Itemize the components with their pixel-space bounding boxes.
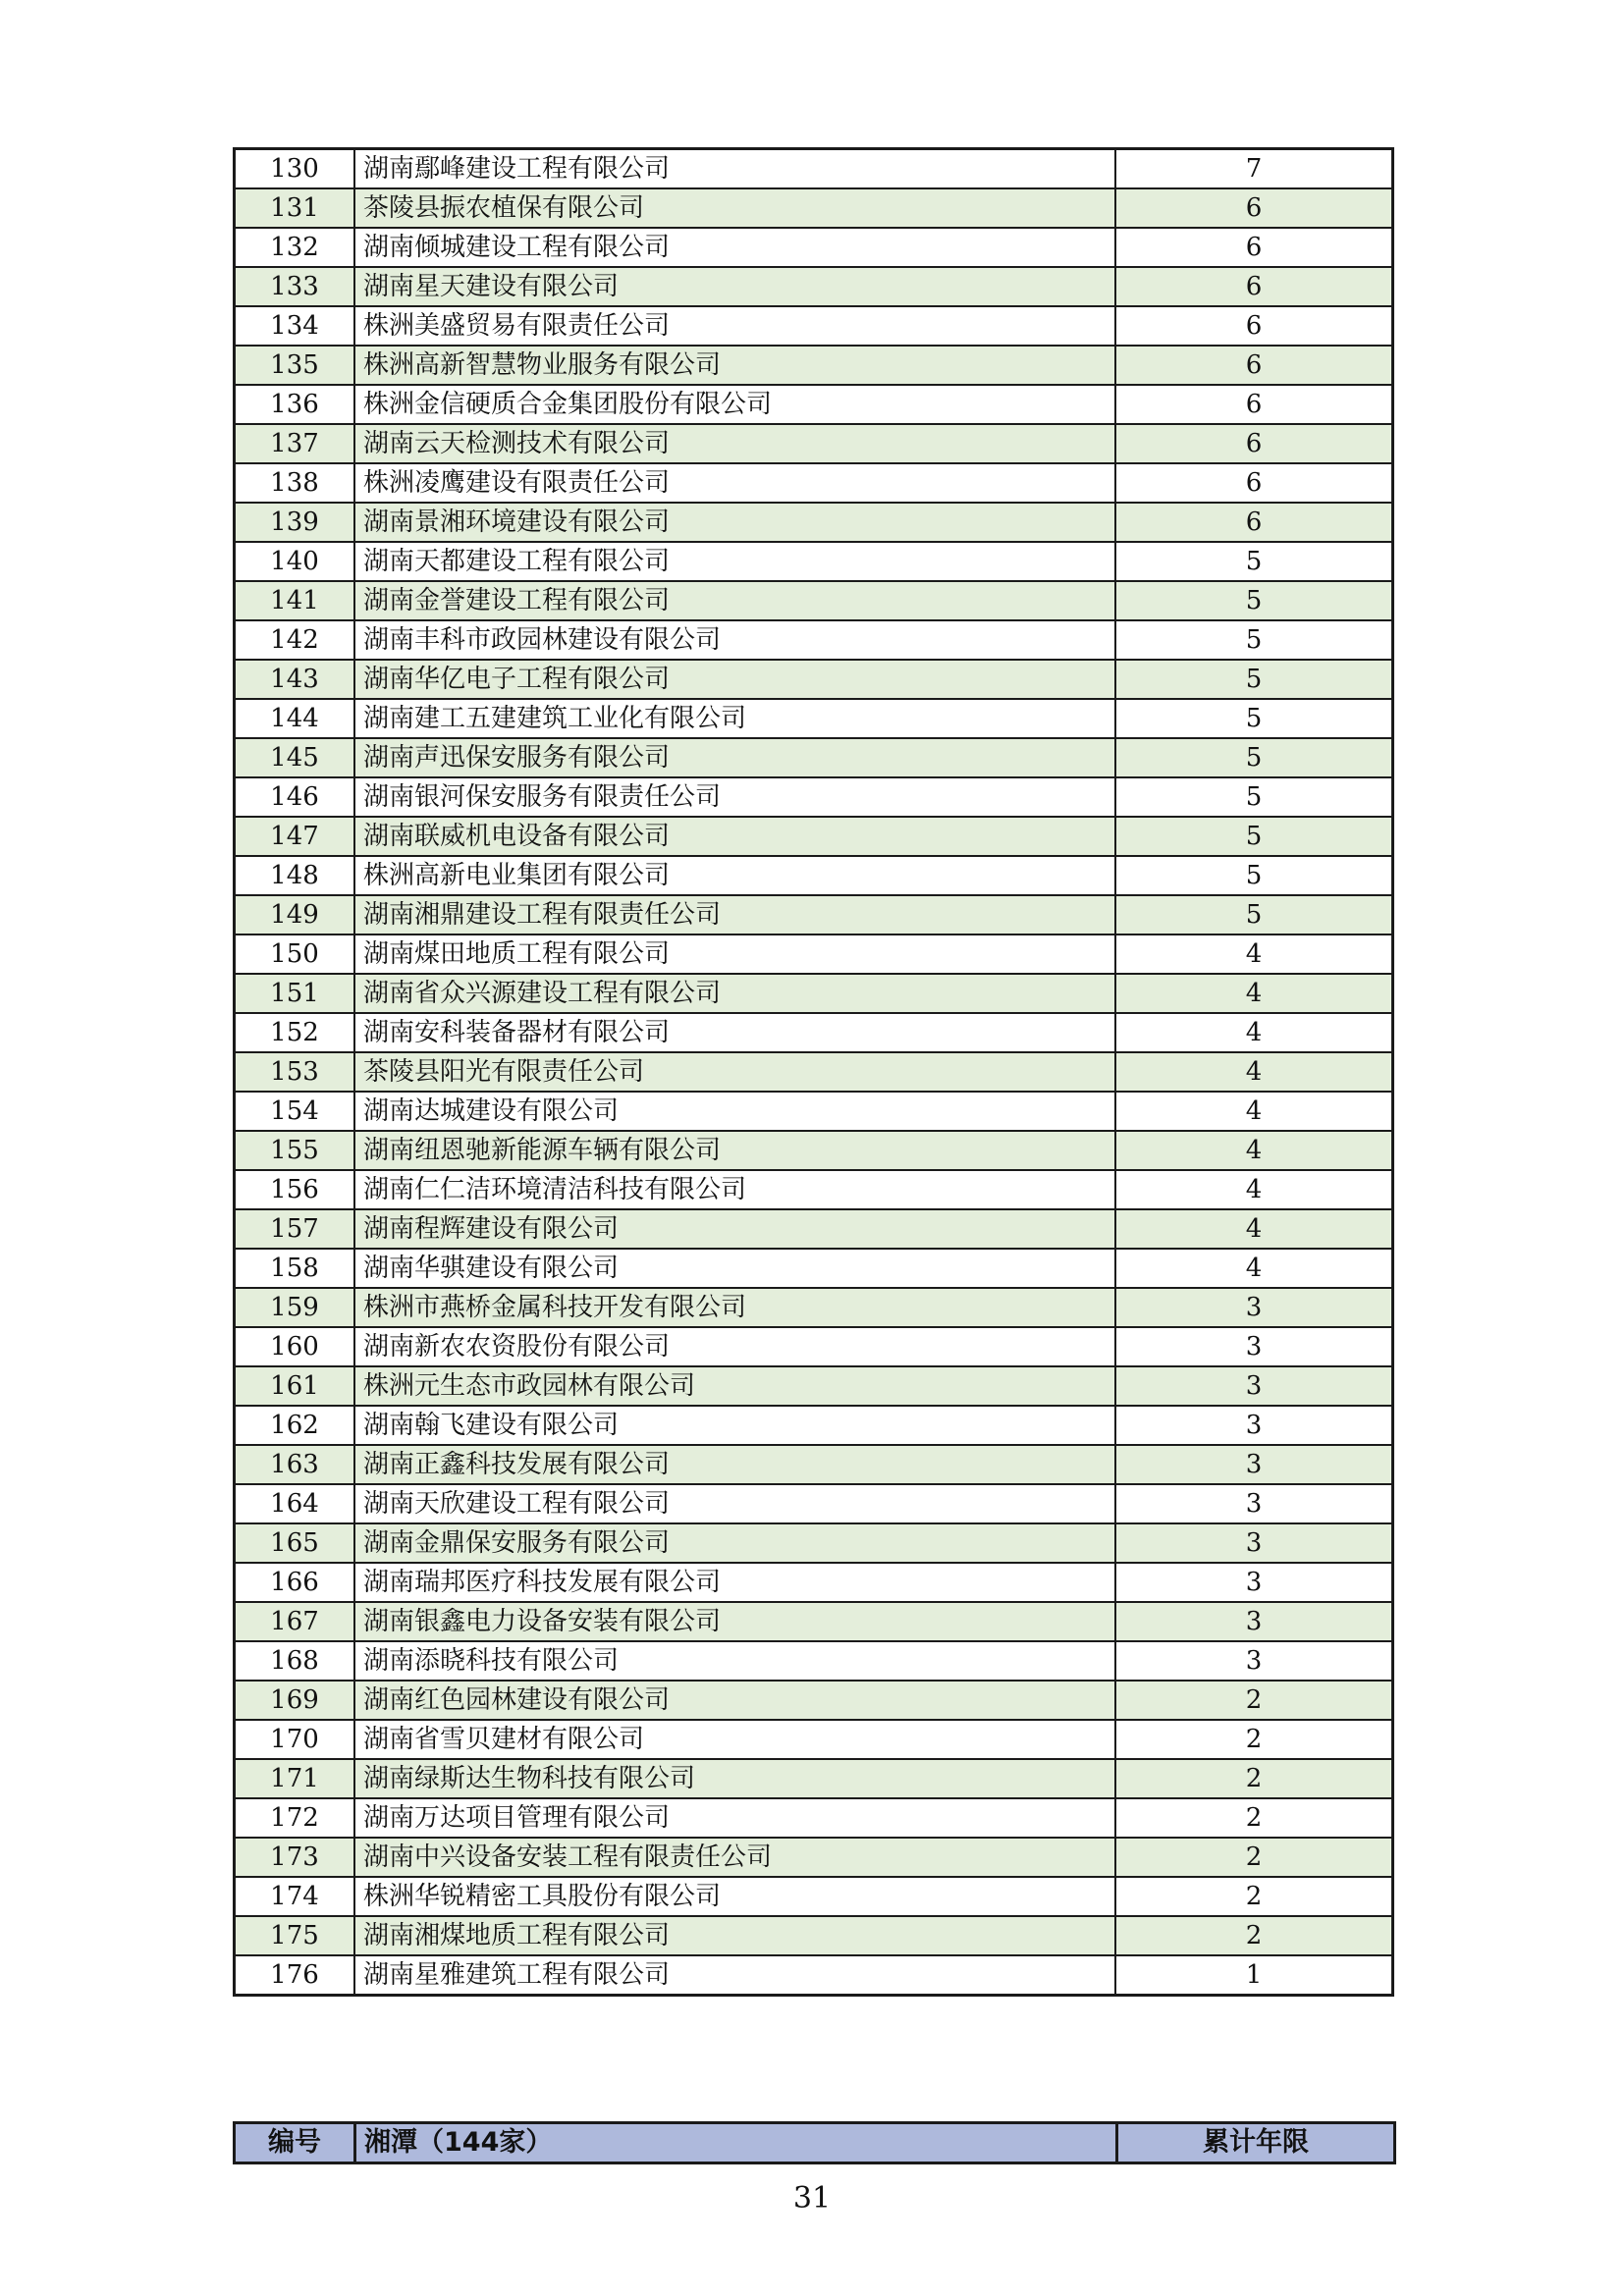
row-number: 153 — [235, 1052, 355, 1092]
company-name: 茶陵县振农植保有限公司 — [354, 188, 1115, 228]
cumulative-years: 4 — [1115, 1170, 1393, 1209]
table-row — [235, 1838, 1393, 1877]
cumulative-years: 4 — [1115, 1092, 1393, 1131]
table-row — [235, 1484, 1393, 1523]
cumulative-years: 2 — [1115, 1877, 1393, 1916]
row-number: 162 — [235, 1406, 355, 1445]
table-row — [235, 1092, 1393, 1131]
company-name: 湖南万达项目管理有限公司 — [354, 1798, 1115, 1838]
table-row — [235, 1052, 1393, 1092]
table-row — [235, 188, 1393, 228]
cumulative-years: 4 — [1115, 974, 1393, 1013]
row-number: 137 — [235, 424, 355, 463]
table-row — [235, 542, 1393, 581]
cumulative-years: 5 — [1115, 738, 1393, 777]
table-row — [235, 1131, 1393, 1170]
company-name: 湖南瑞邦医疗科技发展有限公司 — [354, 1563, 1115, 1602]
company-name: 湖南湘鼎建设工程有限责任公司 — [354, 895, 1115, 934]
table-row — [235, 1523, 1393, 1563]
table-row — [235, 149, 1393, 189]
table-row — [235, 1798, 1393, 1838]
row-number: 154 — [235, 1092, 355, 1131]
table-row — [235, 503, 1393, 542]
table-row — [235, 1916, 1393, 1955]
table-row — [235, 581, 1393, 620]
cumulative-years: 6 — [1115, 228, 1393, 267]
cumulative-years: 7 — [1115, 149, 1393, 189]
row-number: 158 — [235, 1249, 355, 1288]
company-table — [233, 147, 1394, 1997]
row-number: 140 — [235, 542, 355, 581]
row-number: 170 — [235, 1720, 355, 1759]
company-name: 湖南联威机电设备有限公司 — [354, 817, 1115, 856]
cumulative-years: 3 — [1115, 1327, 1393, 1366]
row-number: 144 — [235, 699, 355, 738]
table-row — [235, 385, 1393, 424]
cumulative-years: 6 — [1115, 267, 1393, 306]
table-row — [235, 228, 1393, 267]
company-name: 株洲美盛贸易有限责任公司 — [354, 306, 1115, 346]
company-name: 湖南省雪贝建材有限公司 — [354, 1720, 1115, 1759]
company-name: 湖南正鑫科技发展有限公司 — [354, 1445, 1115, 1484]
table-row — [235, 1681, 1393, 1720]
cumulative-years: 5 — [1115, 856, 1393, 895]
company-name: 湖南绿斯达生物科技有限公司 — [354, 1759, 1115, 1798]
cumulative-years: 5 — [1115, 581, 1393, 620]
cumulative-years: 3 — [1115, 1366, 1393, 1406]
row-number: 150 — [235, 934, 355, 974]
row-number: 138 — [235, 463, 355, 503]
table-row — [235, 1209, 1393, 1249]
cumulative-years: 5 — [1115, 895, 1393, 934]
header-years: 累计年限 — [1117, 2123, 1395, 2163]
row-number: 167 — [235, 1602, 355, 1641]
company-name: 株洲市燕桥金属科技开发有限公司 — [354, 1288, 1115, 1327]
cumulative-years: 3 — [1115, 1288, 1393, 1327]
cumulative-years: 5 — [1115, 817, 1393, 856]
table-row — [235, 895, 1393, 934]
company-name: 湖南湘煤地质工程有限公司 — [354, 1916, 1115, 1955]
row-number: 168 — [235, 1641, 355, 1681]
cumulative-years: 2 — [1115, 1838, 1393, 1877]
company-name: 湖南天都建设工程有限公司 — [354, 542, 1115, 581]
company-name: 株洲元生态市政园林有限公司 — [354, 1366, 1115, 1406]
table-row — [235, 1445, 1393, 1484]
row-number: 175 — [235, 1916, 355, 1955]
company-name: 湖南声迅保安服务有限公司 — [354, 738, 1115, 777]
row-number: 171 — [235, 1759, 355, 1798]
company-name: 湖南达城建设有限公司 — [354, 1092, 1115, 1131]
table-row — [235, 346, 1393, 385]
cumulative-years: 2 — [1115, 1916, 1393, 1955]
company-name: 湖南仁仁洁环境清洁科技有限公司 — [354, 1170, 1115, 1209]
cumulative-years: 3 — [1115, 1563, 1393, 1602]
row-number: 159 — [235, 1288, 355, 1327]
cumulative-years: 4 — [1115, 1052, 1393, 1092]
row-number: 130 — [235, 149, 355, 189]
cumulative-years: 3 — [1115, 1484, 1393, 1523]
table-row — [235, 1327, 1393, 1366]
cumulative-years: 2 — [1115, 1681, 1393, 1720]
company-name: 株洲高新智慧物业服务有限公司 — [354, 346, 1115, 385]
row-number: 135 — [235, 346, 355, 385]
table-row — [235, 738, 1393, 777]
table-row — [235, 463, 1393, 503]
company-name: 湖南丰科市政园林建设有限公司 — [354, 620, 1115, 660]
row-number: 147 — [235, 817, 355, 856]
row-number: 172 — [235, 1798, 355, 1838]
cumulative-years: 5 — [1115, 699, 1393, 738]
row-number: 156 — [235, 1170, 355, 1209]
page-number: 31 — [792, 2181, 832, 2216]
cumulative-years: 3 — [1115, 1602, 1393, 1641]
cumulative-years: 4 — [1115, 934, 1393, 974]
cumulative-years: 6 — [1115, 188, 1393, 228]
company-name: 株洲凌鹰建设有限责任公司 — [354, 463, 1115, 503]
table-row — [235, 817, 1393, 856]
table-row — [235, 777, 1393, 817]
header-no: 编号 — [235, 2123, 355, 2163]
row-number: 166 — [235, 1563, 355, 1602]
row-number: 176 — [235, 1955, 355, 1996]
company-name: 湖南天欣建设工程有限公司 — [354, 1484, 1115, 1523]
row-number: 134 — [235, 306, 355, 346]
cumulative-years: 5 — [1115, 777, 1393, 817]
cumulative-years: 5 — [1115, 542, 1393, 581]
table-row — [235, 699, 1393, 738]
company-name: 湖南红色园林建设有限公司 — [354, 1681, 1115, 1720]
cumulative-years: 5 — [1115, 620, 1393, 660]
row-number: 169 — [235, 1681, 355, 1720]
cumulative-years: 6 — [1115, 346, 1393, 385]
row-number: 152 — [235, 1013, 355, 1052]
header-row — [235, 2123, 1395, 2163]
company-name: 湖南倾城建设工程有限公司 — [354, 228, 1115, 267]
company-name: 株洲华锐精密工具股份有限公司 — [354, 1877, 1115, 1916]
table-row — [235, 1759, 1393, 1798]
table-row — [235, 974, 1393, 1013]
cumulative-years: 2 — [1115, 1720, 1393, 1759]
table-row — [235, 1563, 1393, 1602]
company-name: 湖南华亿电子工程有限公司 — [354, 660, 1115, 699]
row-number: 174 — [235, 1877, 355, 1916]
row-number: 160 — [235, 1327, 355, 1366]
company-name: 湖南中兴设备安装工程有限责任公司 — [354, 1838, 1115, 1877]
company-name: 湖南景湘环境建设有限公司 — [354, 503, 1115, 542]
row-number: 133 — [235, 267, 355, 306]
table-row — [235, 1170, 1393, 1209]
company-table-body — [235, 149, 1393, 1996]
table-row — [235, 1013, 1393, 1052]
company-name: 湖南云天检测技术有限公司 — [354, 424, 1115, 463]
table-row — [235, 1641, 1393, 1681]
row-number: 157 — [235, 1209, 355, 1249]
company-name: 湖南安科装备器材有限公司 — [354, 1013, 1115, 1052]
row-number: 148 — [235, 856, 355, 895]
cumulative-years: 2 — [1115, 1759, 1393, 1798]
row-number: 146 — [235, 777, 355, 817]
table-row — [235, 1288, 1393, 1327]
table-row — [235, 856, 1393, 895]
cumulative-years: 5 — [1115, 660, 1393, 699]
company-name: 湖南翰飞建设有限公司 — [354, 1406, 1115, 1445]
company-name: 湖南纽恩驰新能源车辆有限公司 — [354, 1131, 1115, 1170]
table-row — [235, 1366, 1393, 1406]
cumulative-years: 6 — [1115, 306, 1393, 346]
table-row — [235, 660, 1393, 699]
row-number: 173 — [235, 1838, 355, 1877]
row-number: 161 — [235, 1366, 355, 1406]
row-number: 155 — [235, 1131, 355, 1170]
row-number: 141 — [235, 581, 355, 620]
table-row — [235, 1877, 1393, 1916]
company-name: 湖南金鼎保安服务有限公司 — [354, 1523, 1115, 1563]
cumulative-years: 6 — [1115, 385, 1393, 424]
header-region: 湘潭（144家） — [355, 2123, 1117, 2163]
cumulative-years: 2 — [1115, 1798, 1393, 1838]
table-row — [235, 1955, 1393, 1996]
table-row — [235, 1602, 1393, 1641]
cumulative-years: 1 — [1115, 1955, 1393, 1996]
table-row — [235, 1720, 1393, 1759]
cumulative-years: 3 — [1115, 1641, 1393, 1681]
row-number: 164 — [235, 1484, 355, 1523]
row-number: 151 — [235, 974, 355, 1013]
row-number: 142 — [235, 620, 355, 660]
cumulative-years: 4 — [1115, 1209, 1393, 1249]
table-row — [235, 306, 1393, 346]
row-number: 136 — [235, 385, 355, 424]
company-name: 湖南煤田地质工程有限公司 — [354, 934, 1115, 974]
company-name: 湖南程辉建设有限公司 — [354, 1209, 1115, 1249]
cumulative-years: 6 — [1115, 424, 1393, 463]
cumulative-years: 3 — [1115, 1523, 1393, 1563]
company-name: 湖南华骐建设有限公司 — [354, 1249, 1115, 1288]
cumulative-years: 4 — [1115, 1131, 1393, 1170]
row-number: 131 — [235, 188, 355, 228]
company-name: 湖南银河保安服务有限责任公司 — [354, 777, 1115, 817]
company-name: 株洲金信硬质合金集团股份有限公司 — [354, 385, 1115, 424]
company-name: 湖南建工五建建筑工业化有限公司 — [354, 699, 1115, 738]
row-number: 149 — [235, 895, 355, 934]
cumulative-years: 6 — [1115, 503, 1393, 542]
company-name: 株洲高新电业集团有限公司 — [354, 856, 1115, 895]
table-row — [235, 1406, 1393, 1445]
company-name: 湖南星雅建筑工程有限公司 — [354, 1955, 1115, 1996]
row-number: 139 — [235, 503, 355, 542]
company-name: 湖南金誉建设工程有限公司 — [354, 581, 1115, 620]
table-row — [235, 424, 1393, 463]
company-name: 湖南添晓科技有限公司 — [354, 1641, 1115, 1681]
row-number: 143 — [235, 660, 355, 699]
table-row — [235, 1249, 1393, 1288]
company-name: 湖南省众兴源建设工程有限公司 — [354, 974, 1115, 1013]
row-number: 132 — [235, 228, 355, 267]
company-name: 湖南银鑫电力设备安装有限公司 — [354, 1602, 1115, 1641]
row-number: 165 — [235, 1523, 355, 1563]
cumulative-years: 4 — [1115, 1013, 1393, 1052]
table-row — [235, 267, 1393, 306]
company-name: 湖南鄢峰建设工程有限公司 — [354, 149, 1115, 189]
cumulative-years: 6 — [1115, 463, 1393, 503]
company-name: 茶陵县阳光有限责任公司 — [354, 1052, 1115, 1092]
cumulative-years: 3 — [1115, 1445, 1393, 1484]
row-number: 163 — [235, 1445, 355, 1484]
table-row — [235, 934, 1393, 974]
company-name: 湖南新农农资股份有限公司 — [354, 1327, 1115, 1366]
next-section-header — [233, 2121, 1396, 2164]
company-name: 湖南星天建设有限公司 — [354, 267, 1115, 306]
cumulative-years: 4 — [1115, 1249, 1393, 1288]
cumulative-years: 3 — [1115, 1406, 1393, 1445]
row-number: 145 — [235, 738, 355, 777]
table-row — [235, 620, 1393, 660]
